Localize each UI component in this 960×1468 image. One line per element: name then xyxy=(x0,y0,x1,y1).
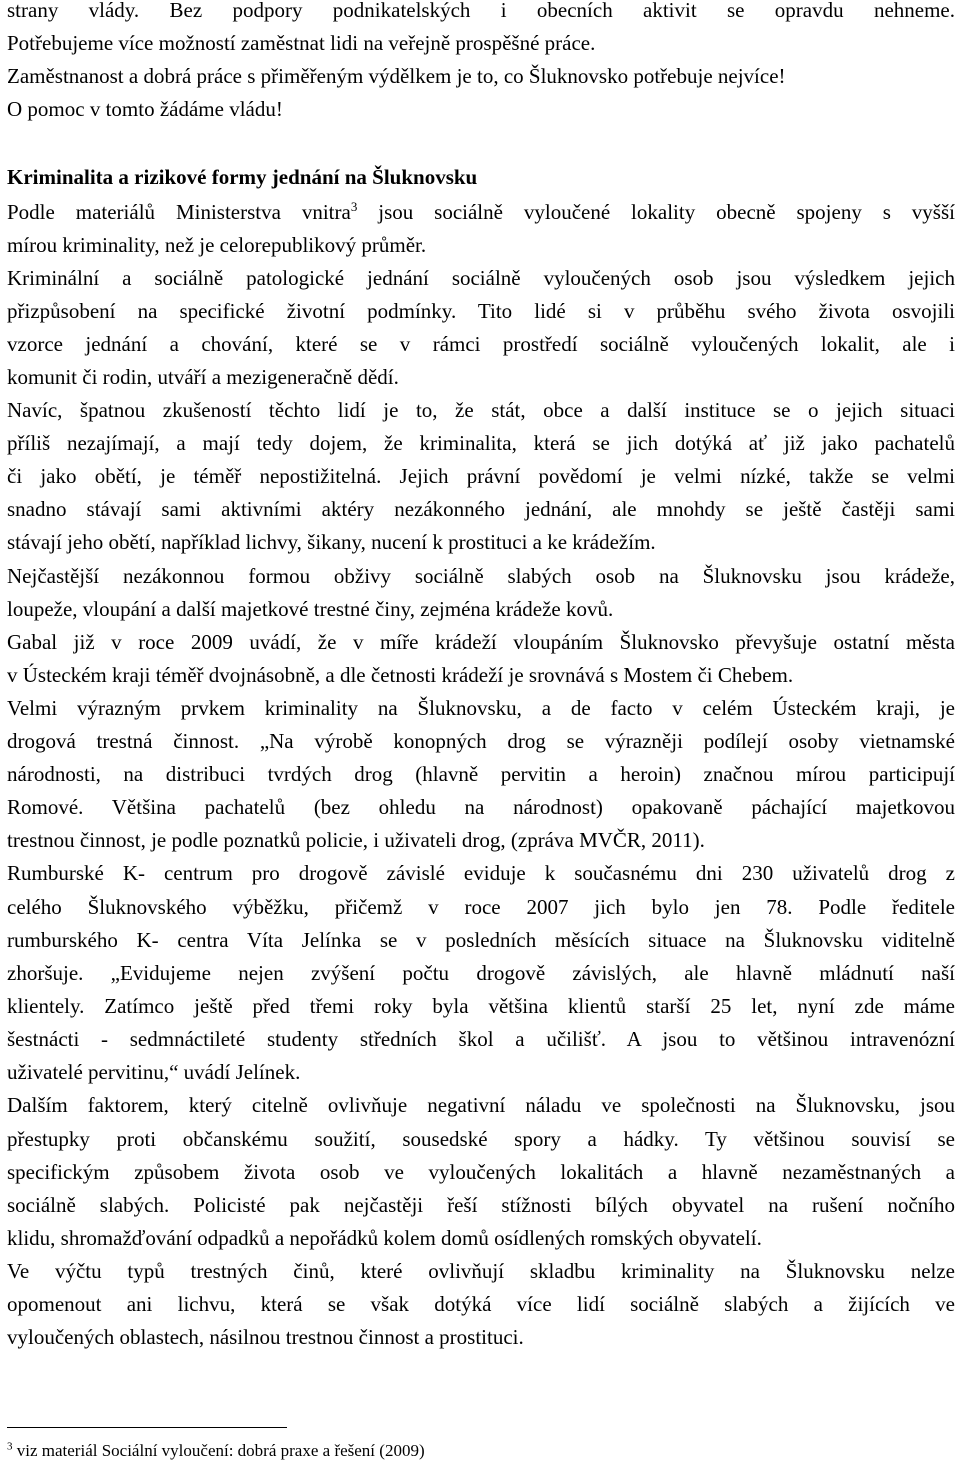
paragraph-line: stávají jeho obětí, například lichvy, šikany, nucení k prostituci a ke krádežím. xyxy=(7,530,656,554)
paragraph-line: mírou kriminality, než je celorepublikový průměr. xyxy=(7,233,427,257)
paragraph-line: uživatelé pervitinu,“ uvádí Jelínek. xyxy=(7,1060,301,1084)
paragraph-line: přestupky proti občanskému soužití, sousedské spory a hádky. Ty většinou souvisí se xyxy=(7,1127,955,1151)
paragraph-line: zhoršuje. „Evidujeme nejen zvýšení počtu drogově závislých, ale hlavně mládnutí naší xyxy=(7,961,955,985)
paragraph-line: v Ústeckém kraji téměř dvojnásobně, a dle četnosti krádeží je srovnává s Mostem či Chebem. xyxy=(7,663,794,687)
paragraph-line: trestnou činnost, je podle poznatků policie, i uživateli drog, (zpráva MVČR, 2011). xyxy=(7,828,705,852)
footnote-reference[interactable]: 3 xyxy=(350,199,358,214)
paragraph-line: Ve výčtu typů trestných činů, které ovlivňují skladbu kriminality na Šluknovsku nelze xyxy=(7,1259,955,1283)
paragraph-line: či jako obětí, je téměř nepostižitelná. Jejich právní povědomí je velmi nízké, takže se velmi xyxy=(7,464,955,488)
paragraph-line: Rumburské K- centrum pro drogově závislé eviduje k současnému dni 230 uživatelů drog z xyxy=(7,861,955,885)
paragraph-line: Gabal již v roce 2009 uvádí, že v míře krádeží vloupáním Šluknovsko převyšuje ostatní města xyxy=(7,630,955,654)
paragraph-line: opomenout ani lichvu, která se však dotýká více lidí sociálně slabých a žijících ve xyxy=(7,1292,955,1316)
footnote-number: 3 xyxy=(7,1440,13,1453)
paragraph-line: loupeže, vloupání a další majetkové trestné činy, zejména krádeže kovů. xyxy=(7,597,614,621)
paragraph-line: klientely. Zatímco ještě před třemi roky byla většina klientů starší 25 let, nyní zde máme xyxy=(7,994,955,1018)
section-heading: Kriminalita a rizikové formy jednání na Šluknovsku xyxy=(7,165,478,189)
paragraph-line: národnosti, na distribuci tvrdých drog (hlavně pervitin a heroin) značnou mírou participují xyxy=(7,762,955,786)
paragraph-line xyxy=(7,196,955,229)
paragraph-line: komunit či rodin, utváří a mezigeneračně dědí. xyxy=(7,365,399,389)
paragraph-line: přizpůsobení na specifické životní podmínky. Tito lidé si v průběhu svého života osvojili xyxy=(7,299,955,323)
paragraph-line: drogová trestná činnost. „Na výrobě konopných drog se výrazněji podílejí osoby vietnamské xyxy=(7,729,955,753)
paragraph-line: rumburského K- centra Víta Jelínka se v posledních měsících situace na Šluknovsku viditelně xyxy=(7,928,955,952)
paragraph-line: celého Šluknovského výběžku, přičemž v roce 2007 jich bylo jen 78. Podle ředitele xyxy=(7,895,955,919)
paragraph-line: Velmi výrazným prvkem kriminality na Šluknovsku, a de facto v celém Ústeckém kraji, je xyxy=(7,696,955,720)
paragraph-line: Romové. Většina pachatelů (bez ohledu na národnost) opakovaně páchající majetkovou xyxy=(7,795,955,819)
paragraph-line: sociálně slabých. Policisté pak nejčastěji řeší stížnosti bílých obyvatel na rušení nočního xyxy=(7,1193,955,1217)
intro-line: Potřebujeme více možností zaměstnat lidi na veřejně prospěšné práce. xyxy=(7,31,596,55)
paragraph-line: příliš nezajímají, a mají tedy dojem, že kriminalita, která se jich dotýká ať již jako pachatelů xyxy=(7,431,955,455)
intro-line: Zaměstnanost a dobrá práce s přiměřeným výdělkem je to, co Šluknovsko potřebuje nejvíce! xyxy=(7,64,786,88)
paragraph-line: Navíc, špatnou zkušeností těchto lidí je to, že stát, obce a další instituce se o jejich situaci xyxy=(7,398,955,422)
paragraph-line: Nejčastější nezákonnou formou obživy sociálně slabých osob na Šluknovsku jsou krádeže, xyxy=(7,564,955,588)
footnote-divider xyxy=(7,1427,287,1428)
paragraph-line: specifickým způsobem života osob ve vyloučených lokalitách a hlavně nezaměstnaných a xyxy=(7,1160,955,1184)
paragraph-line: klidu, shromažďování odpadků a nepořádků kolem domů osídlených romských obyvatelí. xyxy=(7,1226,762,1250)
paragraph-line: Kriminální a sociálně patologické jednání sociálně vyloučených osob jsou výsledkem jejich xyxy=(7,266,955,290)
paragraph-line: snadno stávají sami aktivními aktéry nezákonného jednání, ale mnohdy se ještě častěji sami xyxy=(7,497,955,521)
paragraph-line: vzorce jednání a chování, které se v rámci prostředí sociálně vyloučených lokalit, ale i xyxy=(7,332,955,356)
paragraph-line: vyloučených oblastech, násilnou trestnou činnost a prostituci. xyxy=(7,1325,524,1349)
paragraph-text: Podle materiálů Ministerstva vnitra xyxy=(7,200,351,224)
intro-line: O pomoc v tomto žádáme vládu! xyxy=(7,97,283,121)
footnote-text: viz materiál Sociální vyloučení: dobrá praxe a řešení (2009) xyxy=(12,1441,425,1460)
paragraph-line: Dalším faktorem, který citelně ovlivňuje negativní náladu ve společnosti na Šluknovsku, jsou xyxy=(7,1093,955,1117)
paragraph-text: jsou sociálně vyloučené lokality obecně spojeny s vyšší xyxy=(357,200,955,224)
footnote xyxy=(7,1440,425,1462)
paragraph-line: šestnácti - sedmnáctileté studenty středních škol a učilišť. A jsou to většinou intravenózní xyxy=(7,1027,955,1051)
intro-line: strany vlády. Bez podpory podnikatelských i obecních aktivit se opravdu nehneme. xyxy=(7,0,955,22)
